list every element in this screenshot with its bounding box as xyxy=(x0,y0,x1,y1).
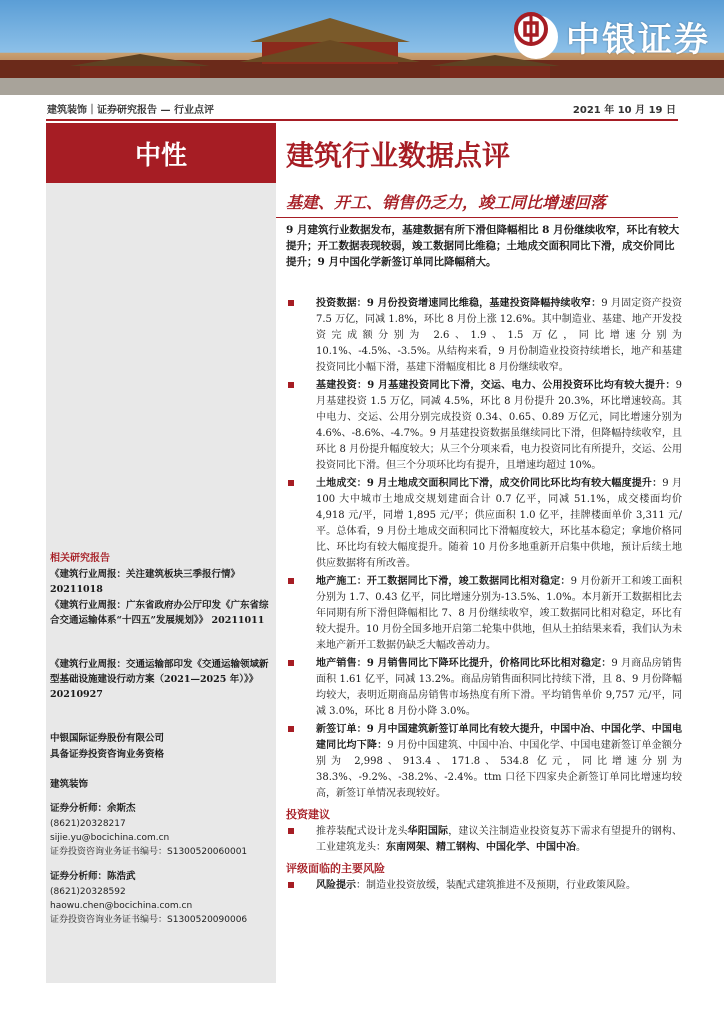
bullet-land: 土地成交：9 月土地成交面积同比下滑，成交价同比环比均有较大幅度提升：9 月 100 大中城市土地成交规划建面合计 0.7 亿平，同减 51.1%，成交楼面均价 4,918 元/平，同增 1,895 元/平；供应面积 1.0 亿平，挂牌楼面单价 3,311 元/平。总体看，9 月份土地成交面积同比下滑幅度较大，环比基本稳定；拿地价格同比、环比均有较大幅度提升。随着 10 月份多地重新开启集中供地，预计后续土地供应数据将有所改善。 xyxy=(286,476,682,572)
analyst-1-cert: 证券投资咨询业务证书编号：S1300520060001 xyxy=(50,847,248,857)
risk-heading: 评级面临的主要风险 xyxy=(286,862,385,875)
summary-paragraph: 9 月建筑行业数据发布，基建数据有所下滑但降幅相比 8 月份继续收窄，环比有较大提升；开工数据表现较弱，竣工数据同比维稳；土地成交面积同比下滑，成交价同比提升；9 月中国化学新签订单同比降幅稍大。 xyxy=(286,224,680,268)
analyst-2-phone: (8621)20328592 xyxy=(50,887,126,897)
sector-label: 建筑装饰 xyxy=(50,779,89,790)
company-name: 中银国际证券股份有限公司 xyxy=(50,733,165,744)
boc-securities-logo xyxy=(514,12,710,61)
breadcrumb: 建筑装饰｜证券研究报告 — 行业点评 xyxy=(47,105,214,116)
related-report-3: 《建筑行业周报：交通运输部印发《交通运输领域新型基础设施建设行动方案（2021—2025 年）》》 20210927 xyxy=(50,659,269,700)
bullet-square-icon xyxy=(288,578,294,584)
rating-badge: 中性 xyxy=(46,123,276,183)
analyst-2-email[interactable]: haowu.chen@bocichina.com.cn xyxy=(50,901,193,911)
invest-heading: 投资建议 xyxy=(286,808,330,821)
boc-logo-icon xyxy=(514,15,558,59)
bullet-square-icon xyxy=(288,882,294,888)
bullet-square-icon xyxy=(288,726,294,732)
logo-text: 中银证券 xyxy=(566,20,710,60)
bullet-list xyxy=(286,296,682,896)
related-reports-heading: 相关研究报告 xyxy=(50,553,110,564)
bullet-sales: 地产销售：9 月销售同比下降环比提升，价格同比环比相对稳定：9 月商品房销售面积 1.61 亿平，同减 13.2%。商品房销售面积同比持续下滑，且 8、9 月份降幅均较大，表明近期商品房销售市场热度有所下滑。平均销售单价 9,757 元/平，同减 3.0%，环比 8 月份小降 3.0%。 xyxy=(286,656,682,720)
bullet-square-icon xyxy=(288,382,294,388)
header-banner-image xyxy=(0,0,724,95)
invest-text: 推荐装配式设计龙头华阳国际，建议关注制造业投资复苏下需求有望提升的钢构、工业建筑龙头：东南网架、精工钢构、中国化学、中国中冶。 xyxy=(286,824,682,856)
bullet-investment: 投资数据：9 月份投资增速同比维稳，基建投资降幅持续收窄：9 月固定资产投资 7.5 万亿，同减 1.8%，环比 8 月份上涨 12.6%。其中制造业、基建、地产开发投资完成额分别为 2.6、1.9、1.5 万亿，同比增速分别为 10.1%、-4.5%、-3.5%。从结构来看，9 月份制造业投资持续增长，地产和基建投资同比小幅下滑，基建下滑幅度相比 8 月份继续收窄。 xyxy=(286,296,682,376)
page-title: 建筑行业数据点评 xyxy=(286,139,511,172)
company-qualification: 具备证券投资咨询业务资格 xyxy=(50,749,165,760)
analyst-1-email[interactable]: sijie.yu@bocichina.com.cn xyxy=(50,833,170,843)
analyst-2-cert: 证券投资咨询业务证书编号：S1300520090006 xyxy=(50,915,248,925)
bullet-orders: 新签订单：9 月中国建筑新签订单同比有较大提升，中国中冶、中国化学、中国电建同比均下降：9 月份中国建筑、中国中冶、中国化学、中国电建新签订单金额分别为 2,998、913.4、171.8、534.8 亿元，同比增速分别为 38.3%、-9.2%、-38.2%、-2.4%。ttm 口径下四家央企新签订单同比增速均较高，新签订单情况表现较好。 xyxy=(286,722,682,802)
analyst-2-name: 证券分析师：陈浩武 xyxy=(50,871,136,882)
bullet-square-icon xyxy=(288,480,294,486)
bullet-square-icon xyxy=(288,300,294,306)
related-report-1: 《建筑行业周报：关注建筑板块三季报行情》 20211018 xyxy=(50,569,241,595)
bullet-square-icon xyxy=(288,828,294,834)
subtitle-rule xyxy=(276,217,678,218)
header-rule xyxy=(46,119,678,121)
bullet-construction: 地产施工：开工数据同比下滑，竣工数据同比相对稳定：9 月份新开工和竣工面积分别为 1.7、0.43 亿平，同比增速分别为-13.5%、1.0%。本月新开工数据相比去年同期有所下滑但降幅相比 7、8 月份继续收窄，竣工数据同比相对稳定，环比有较大提升。10 月份全国多地开启第二轮集中供地，但从土拍结果来看，我们认为未来地产新开工数据仍缺乏大幅改善动力。 xyxy=(286,574,682,654)
report-date: 2021 年 10 月 19 日 xyxy=(572,105,676,116)
analyst-1-phone: (8621)20328217 xyxy=(50,819,126,829)
related-report-2: 《建筑行业周报：广东省政府办公厅印发《广东省综合交通运输体系“十四五”发展规划》》 20211011 xyxy=(50,600,269,626)
bullet-infrastructure: 基建投资：9 月基建投资同比下滑，交运、电力、公用投资环比均有较大提升：9 月基建投资 1.5 万亿，同减 4.5%，环比 8 月份提升 20.3%，环比增速较高。其中电力、交运、公用分别完成投资 0.34、0.65、0.89 万亿元，同比增速分别为 4.6%、-8.6%、-4.7%。9 月基建投资数据虽继续同比下滑，但降幅持续收窄，且环比 8 月份提升幅度较大；从三个分项来看，电力投资同比有所提升，交运、公用投资同比下滑。但三个分项环比均有提升，且增速均超过 10%。 xyxy=(286,378,682,474)
bullet-square-icon xyxy=(288,660,294,666)
analyst-1-name: 证券分析师：余斯杰 xyxy=(50,803,136,814)
risk-text: 风险提示：制造业投资放缓，装配式建筑推进不及预期，行业政策风险。 xyxy=(286,878,682,894)
page-subtitle: 基建、开工、销售仍乏力，竣工同比增速回落 xyxy=(286,193,607,212)
